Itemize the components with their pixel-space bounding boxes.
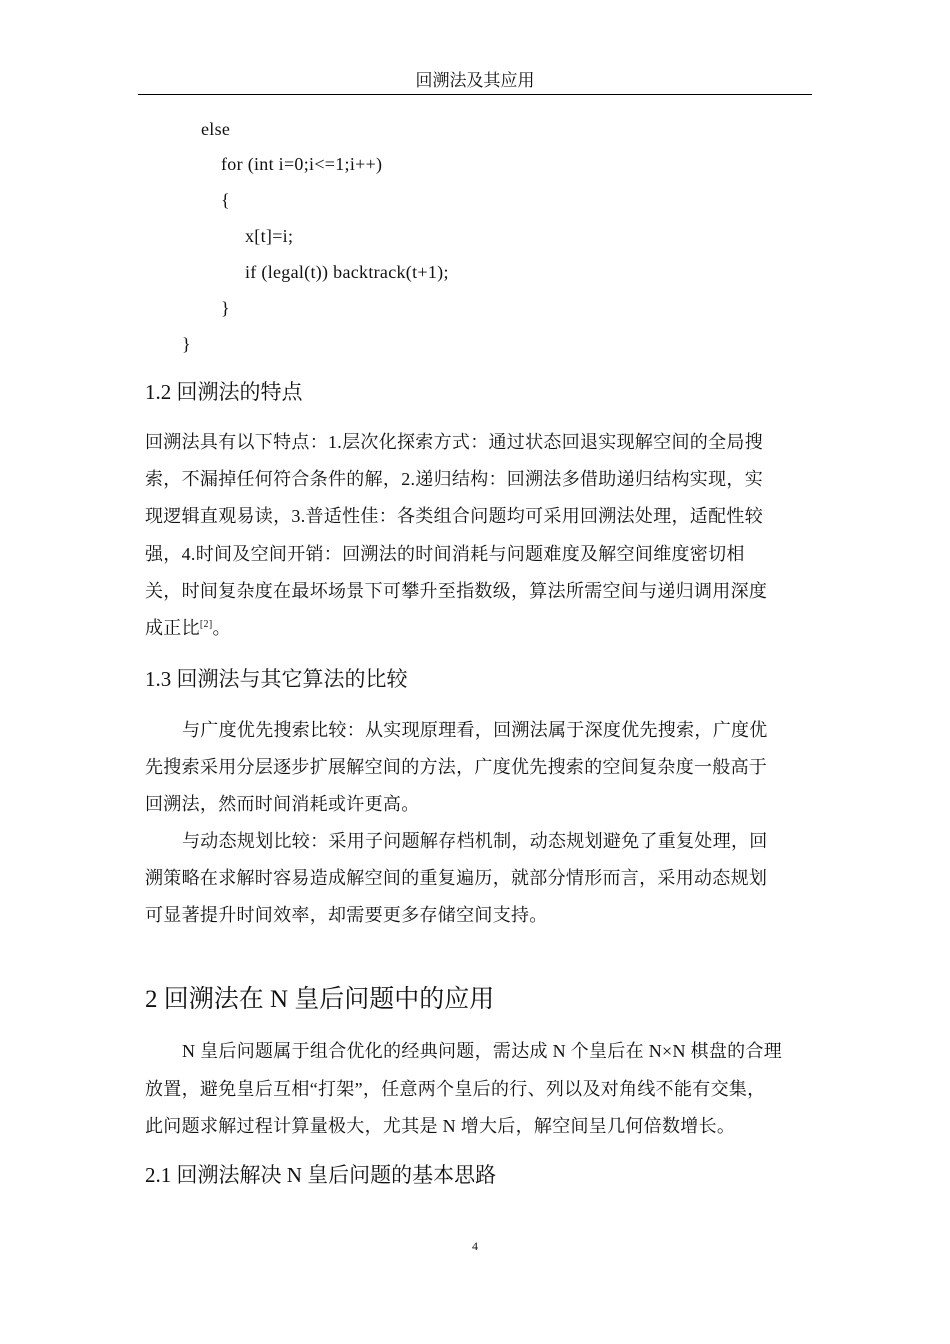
section-heading: 1.2 回溯法的特点 [145,380,303,404]
code-line: } [221,298,230,318]
chapter-heading: 2 回溯法在 N 皇后问题中的应用 [145,986,495,1013]
paragraph-line: 与动态规划比较：采用子问题解存档机制，动态规划避免了重复处理，回 [182,831,768,851]
paragraph-line: 回溯法，然而时间消耗或许更高。 [145,794,420,814]
section-heading: 2.1 回溯法解决 N 皇后问题的基本思路 [145,1163,497,1187]
paragraph-text: 。 [212,618,231,638]
code-line: if (legal(t)) backtrack(t+1); [245,262,449,282]
code-line: for (int i=0;i<=1;i++) [221,154,383,174]
code-line: } [182,334,191,354]
paragraph-line: 此问题求解过程计算量极大，尤其是 N 增大后，解空间呈几何倍数增长。 [145,1116,736,1136]
paragraph-text: 成正比 [145,618,200,638]
paragraph-line: 放置，避免皇后互相“打架”，任意两个皇后的行、列以及对角线不能有交集， [145,1079,766,1099]
section-heading: 1.3 回溯法与其它算法的比较 [145,667,408,691]
paragraph-line: 关，时间复杂度在最坏场景下可攀升至指数级，算法所需空间与递归调用深度 [145,581,768,601]
paragraph-line: 溯策略在求解时容易造成解空间的重复遍历，就部分情形而言，采用动态规划 [145,868,768,888]
paragraph-line: 现逻辑直观易读，3.普适性佳：各类组合问题均可采用回溯法处理，适配性较 [145,506,763,526]
code-line: x[t]=i; [245,226,294,246]
paragraph-line: 与广度优先搜索比较：从实现原理看，回溯法属于深度优先搜索，广度优 [182,720,768,740]
paragraph-line: 可显著提升时间效率，却需要更多存储空间支持。 [145,905,548,925]
paragraph-line: 强，4.时间及空间开销：回溯法的时间消耗与问题难度及解空间维度密切相 [145,544,745,564]
paragraph-line: 索，不漏掉任何符合条件的解，2.递归结构：回溯法多借助递归结构实现，实 [145,469,763,489]
running-header: 回溯法及其应用 [415,71,535,90]
code-line: else [201,119,231,139]
code-line: { [221,190,230,210]
paragraph-line-last [145,614,231,642]
paragraph-line: N 皇后问题属于组合优化的经典问题，需达成 N 个皇后在 N×N 棋盘的合理 [182,1041,783,1061]
page-number: 4 [472,1239,478,1253]
paragraph-line: 先搜索采用分层逐步扩展解空间的方法，广度优先搜索的空间复杂度一般高于 [145,757,768,777]
citation: [2] [199,619,213,630]
header-rule [138,94,812,95]
paragraph-line: 回溯法具有以下特点：1.层次化探索方式：通过状态回退实现解空间的全局搜 [145,432,763,452]
